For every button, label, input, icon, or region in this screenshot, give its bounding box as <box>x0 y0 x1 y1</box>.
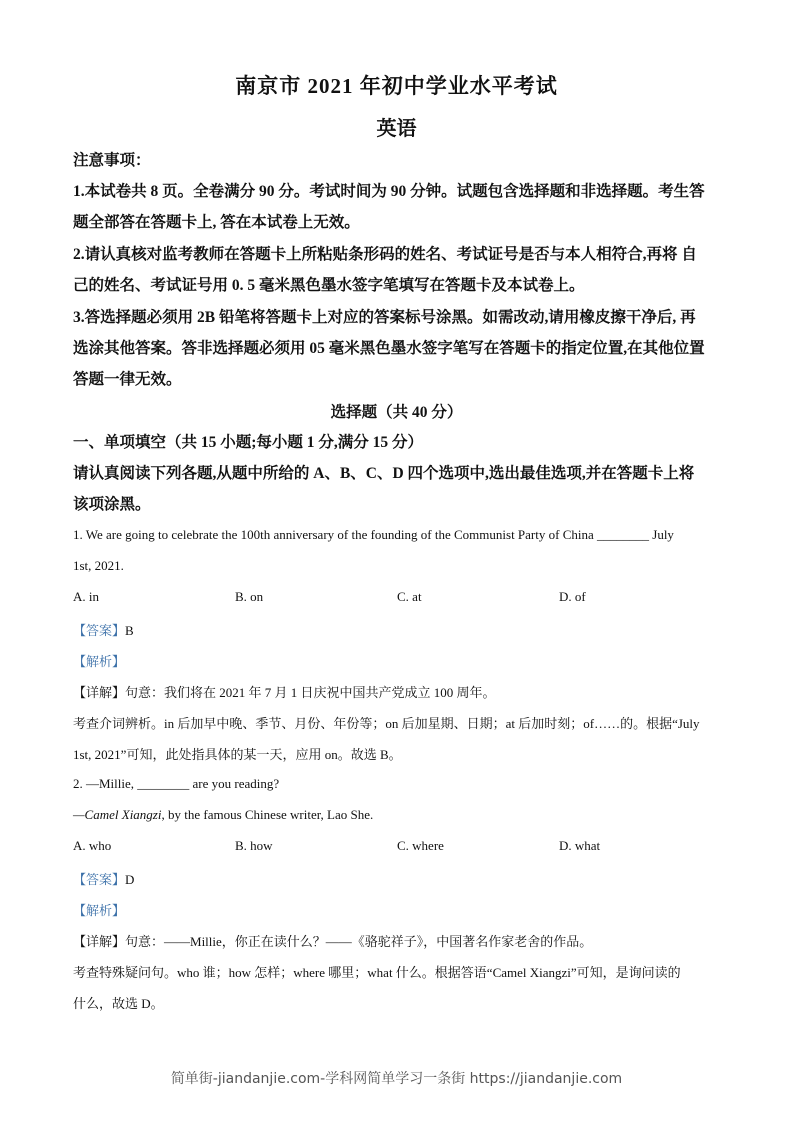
question-1-explain-line-1: 考查介词辨析。in 后加早中晚、季节、月份、年份等；on 后加星期、日期；at 后加时刻；of……的。根据“July <box>73 716 700 731</box>
option-c: C. where <box>397 838 444 853</box>
note-3-line-1: 3.答选择题必须用 2B 铅笔将答题卡上对应的答案标号涂黑。如需改动,请用橡皮擦干净后, 再 <box>73 309 696 326</box>
question-1-answer <box>73 620 134 640</box>
option-a: A. in <box>73 589 99 604</box>
section-title: 选择题（共 40 分） <box>330 404 463 421</box>
question-2-answer <box>73 869 134 889</box>
detail-tag: 【详解】 <box>73 934 126 949</box>
question-2-stem-line-2 <box>73 807 373 823</box>
question-2-detail <box>73 931 592 950</box>
option-b: B. how <box>235 838 273 853</box>
question-2-explain-line-1: 考查特殊疑问句。who 谁；how 怎样；where 哪里；what 什么。根据答语“Camel Xiangzi”可知，是询问读的 <box>73 965 681 980</box>
question-1-stem-line-2: 1st, 2021. <box>73 558 124 573</box>
answer-tag: 【答案】 <box>73 872 126 887</box>
exam-subject: 英语 <box>376 118 417 140</box>
stem-rest: , by the famous Chinese writer, Lao She. <box>161 807 374 822</box>
notes-heading: 注意事项： <box>73 152 151 169</box>
question-2-explain-line-2: 什么，故选 D。 <box>73 996 164 1011</box>
option-d: D. what <box>559 838 601 853</box>
exam-title: 南京市 2021 年初中学业水平考试 <box>235 74 558 98</box>
note-3-line-3: 答题一律无效。 <box>73 371 182 388</box>
option-d: D. of <box>559 589 586 604</box>
note-1-line-2: 题全部答在答题卡上, 答在本试卷上无效。 <box>73 214 360 231</box>
option-b: B. on <box>235 589 264 604</box>
question-1-explain-line-2: 1st, 2021”可知，此处指具体的某一天，应用 on。故选 B。 <box>73 747 402 762</box>
detail-tag: 【详解】 <box>73 685 126 700</box>
option-a: A. who <box>73 838 112 853</box>
question-1-analysis-tag: 【解析】 <box>73 654 126 669</box>
watermark-footer: 简单街-jiandanjie.com-学科网简单学习一条街 https://jiandanjie.com <box>170 1071 623 1087</box>
question-2-analysis-tag: 【解析】 <box>73 903 126 918</box>
detail-text: 句意：——Millie，你正在读什么？——《骆驼祥子》，中国著名作家老舍的作品。 <box>125 934 593 949</box>
instruction-line-1: 请认真阅读下列各题,从题中所给的 A、B、C、D 四个选项中,选出最佳选项,并在答题卡上将 <box>73 465 695 482</box>
part-title: 一、单项填空（共 15 小题;每小题 1 分,满分 15 分） <box>73 434 424 451</box>
note-2-line-1: 2.请认真核对监考教师在答题卡上所粘贴条形码的姓名、考试证号是否与本人相符合,再将 自 <box>73 246 697 263</box>
question-2-stem-line-1: 2. —Millie, ________ are you reading? <box>73 776 280 791</box>
option-c: C. at <box>397 589 422 604</box>
note-1-line-1: 1.本试卷共 8 页。全卷满分 90 分。考试时间为 90 分钟。试题包含选择题和非选择题。考生答 <box>73 183 705 200</box>
detail-text: 句意：我们将在 2021 年 7 月 1 日庆祝中国共产党成立 100 周年。 <box>125 685 496 700</box>
instruction-line-2: 该项涂黑。 <box>73 496 151 513</box>
note-3-line-2: 选涂其他答案。答非选择题必须用 05 毫米黑色墨水签字笔写在答题卡的指定位置,在其他位置 <box>73 340 705 357</box>
question-1-stem-line-1: 1. We are going to celebrate the 100th anniversary of the founding of the Communist Party of China ________ July <box>73 527 674 542</box>
answer-tag: 【答案】 <box>73 623 126 638</box>
book-title: —Camel Xiangzi <box>73 807 162 822</box>
note-2-line-2: 己的姓名、考试证号用 0. 5 毫米黑色墨水签字笔填写在答题卡及本试卷上。 <box>73 277 585 294</box>
answer-value: D <box>125 872 135 887</box>
answer-value: B <box>125 623 134 638</box>
question-1-detail <box>73 682 496 701</box>
